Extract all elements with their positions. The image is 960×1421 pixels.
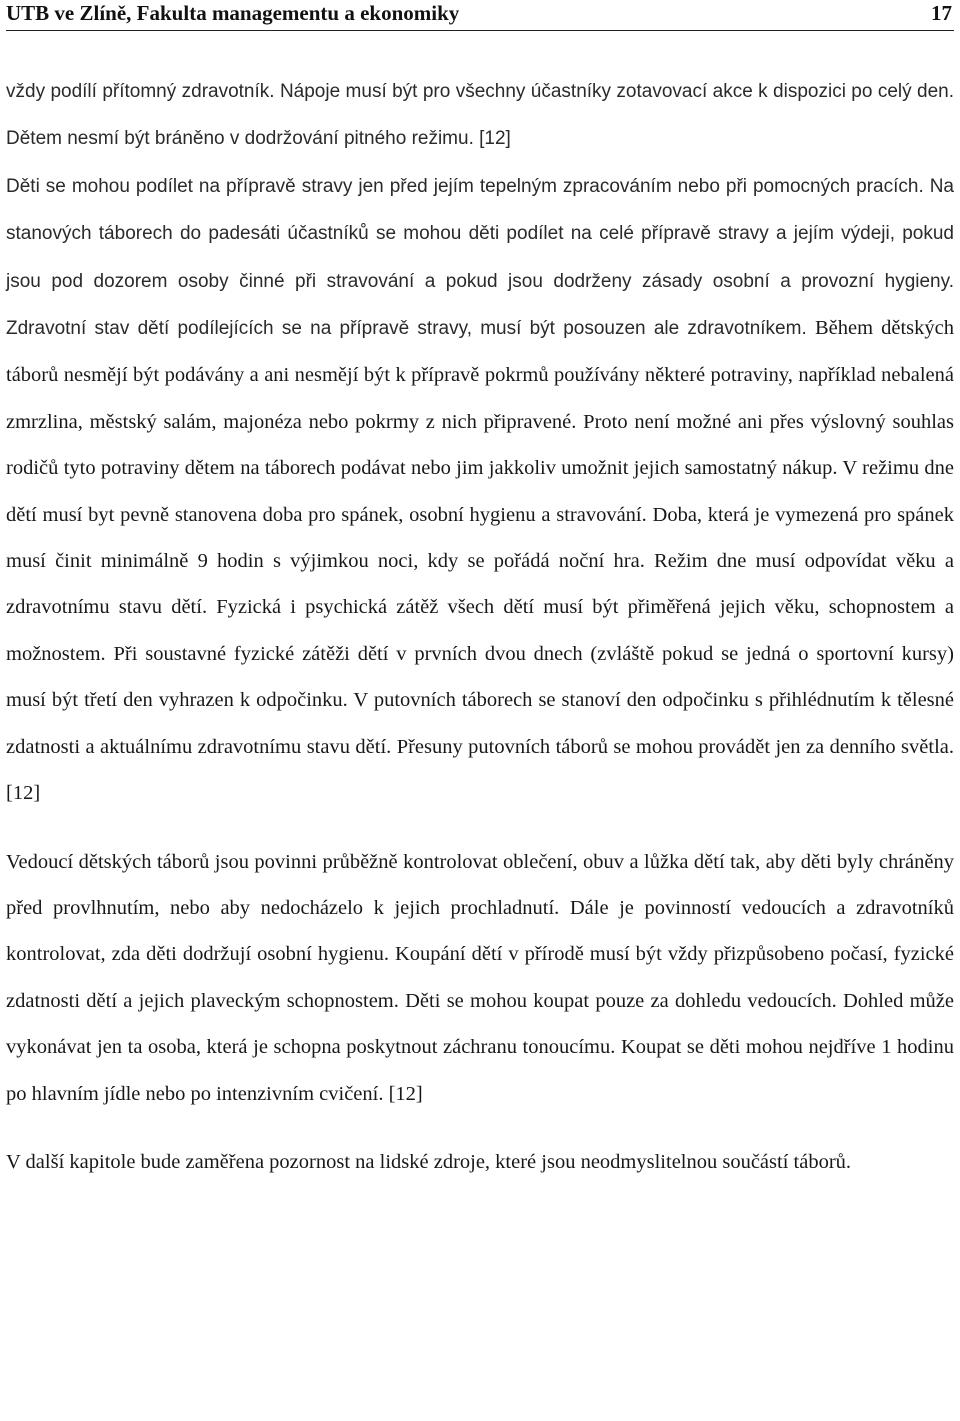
paragraph-3: [6, 839, 954, 1117]
paragraph-4-text: V další kapitole bude zaměřena pozornost na lidské zdroje, které jsou neodmyslitelnou součástí táborů.: [6, 1150, 852, 1173]
paragraph-2-text-a: Děti se mohou podílet na přípravě stravy jen před jejím tepelným zpracováním nebo při pomocných pracích. Na stanových táborech do padesáti účastníků se mohou děti podílet na celé přípravě stravy a jejím výdeji, pokud jsou pod dozorem osoby činné při stravování a pokud jsou dodrženy zásady osobní a provozní hygieny. Zdravotní stav dětí podílejících se na přípravě stravy, musí být posouzen ale zdravotníkem.: [6, 175, 954, 340]
header-title: UTB ve Zlíně, Fakulta managementu a ekonomiky: [6, 1, 460, 25]
page-number: 17: [931, 1, 952, 25]
paragraph-3-text: Vedoucí dětských táborů jsou povinni průběžně kontrolovat oblečení, obuv a lůžka dětí tak, aby děti byly chráněny před provlhnutím, nebo aby nedocházelo k jejich prochladnutí. Dále je povinností vedoucích a zdravotníků kontrolovat, zda děti dodržují osobní hygienu. Koupání dětí v přírodě musí být vždy přizpůsobeno počasí, fyzické zdatnosti dětí a jejich plaveckým schopnostem. Děti se mohou koupat pouze za dohledu vedoucích. Dohled může vykonávat jen ta osoba, která je schopna poskytnout záchranu tonoucímu. Koupat se děti mohou nejdříve 1 hodinu po hlavním jídle nebo po intenzivním cvičení. [12]: [6, 850, 954, 1105]
paragraph-1-text: vždy podílí přítomný zdravotník. Nápoje musí být pro všechny účastníky zotavovací akce k dispozici po celý den. Dětem nesmí být bráněno v dodržování pitného režimu. [12]: [6, 81, 954, 150]
page-header: [6, 0, 954, 31]
document-body: [6, 68, 954, 1185]
paragraph-4: [6, 1139, 954, 1185]
paragraph-2-text-b: Během dětských táborů nesmějí být podávány a ani nesmějí být k přípravě pokrmů používány některé potraviny, například nebalená zmrzlina, městský salám, majonéza nebo pokrmy z nich připravené. Proto není možné ani přes výslovný souhlas rodičů tyto potraviny dětem na táborech podávat nebo jim jakkoliv umožnit jejich samostatný nákup. V režimu dne dětí musí byt pevně stanovena doba pro spánek, osobní hygienu a stravování. Doba, která je vymezená pro spánek musí činit minimálně 9 hodin s výjimkou noci, kdy se pořádá noční hra. Režim dne musí odpovídat věku a zdravotnímu stavu dětí. Fyzická i psychická zátěž všech dětí musí být přiměřená jejich věku, schopnostem a možnostem. Při soustavné fyzické zátěži dětí v prvních dvou dnech (zvláště pokud se jedná o sportovní kursy) musí být třetí den vyhrazen k odpočinku. V putovních táborech se stanoví den odpočinku s přihlédnutím k tělesné zdatnosti a aktuálnímu zdravotnímu stavu dětí. Přesuny putovních táborů se mohou provádět jen za denního světla. [12]: [6, 317, 954, 805]
paragraph-2: [6, 163, 954, 817]
paragraph-1: [6, 68, 954, 163]
